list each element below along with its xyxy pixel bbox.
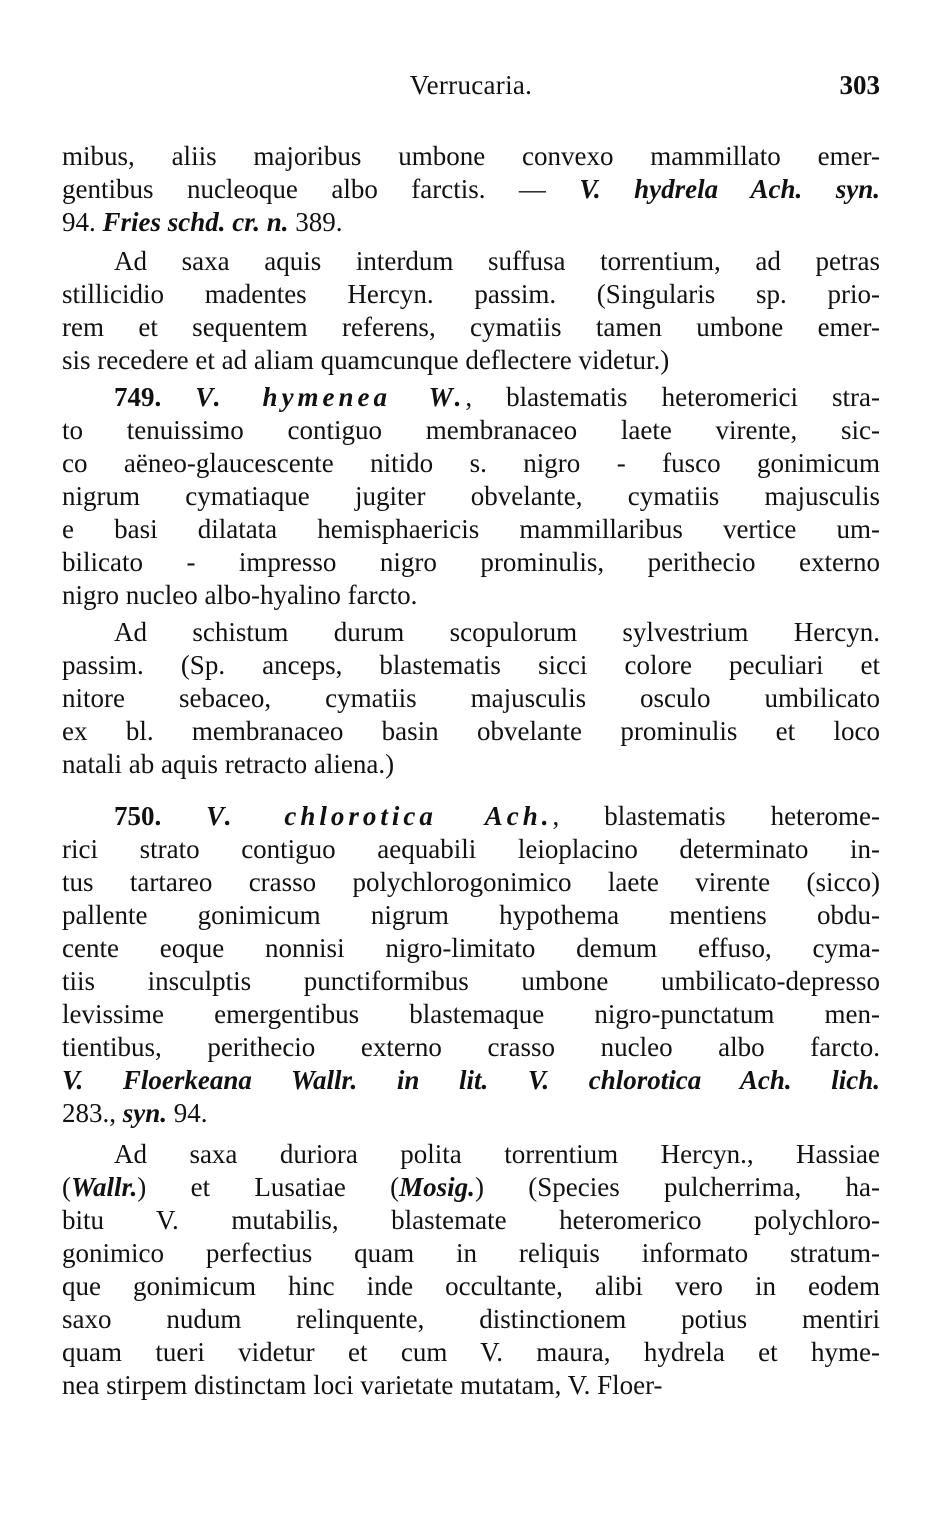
text-line [62, 616, 880, 649]
text-line [62, 998, 880, 1031]
text-segment: co aëneo-glaucescente nitido s. nigro - fusco gonimicum [62, 448, 880, 478]
text-line [62, 833, 880, 866]
text-segment: Ad saxa duriora polita torrentium Hercyn., Hassiae [114, 1139, 880, 1169]
text-line [62, 546, 880, 579]
text-line [62, 1138, 880, 1171]
paragraph [62, 616, 880, 781]
text-segment: saxo nudum relinquente, distinctionem potius mentiri [62, 1304, 880, 1334]
text-line [62, 311, 880, 344]
text-line [62, 1097, 880, 1130]
text-segment: gentibus nucleoque albo farctis. — [62, 174, 580, 204]
paragraph [62, 1138, 880, 1402]
text-line [62, 579, 880, 612]
paragraph [62, 245, 880, 377]
text-line [62, 206, 880, 239]
text-segment: passim. (Sp. anceps, blastematis sicci colore peculiari et [62, 650, 880, 680]
text-segment: tiis insculptis punctiformibus umbone umbilicato-depresso [62, 966, 880, 996]
paragraph [62, 140, 880, 239]
text-line [62, 800, 880, 833]
text-segment: quam tueri videtur et cum V. maura, hydrela et hyme- [62, 1337, 880, 1367]
text-line [62, 1204, 880, 1237]
paragraph [62, 800, 880, 1130]
text-line [62, 447, 880, 480]
species-number: 749. [114, 382, 196, 412]
page-number: 303 [839, 70, 880, 100]
text-segment: natali ab aquis retracto aliena.) [62, 749, 395, 779]
text-line [62, 932, 880, 965]
taxon-name: Fries schd. cr. n. [102, 207, 289, 237]
text-line [62, 866, 880, 899]
text-segment: , blastematis heterome- [552, 801, 881, 831]
taxon-name: V. Floerkeana Wallr. in lit. V. chlorotica Ach. lich. [62, 1065, 880, 1095]
text-segment: bilicato - impresso nigro prominulis, perithecio externo [62, 547, 880, 577]
text-segment: nigrum cymatiaque jugiter obvelante, cymatiis majusculis [62, 481, 880, 511]
text-segment: levissime emergentibus blastemaque nigro-punctatum men- [62, 999, 880, 1029]
text-line [62, 899, 880, 932]
text-line [62, 682, 880, 715]
running-title: Verrucaria. [409, 70, 533, 100]
text-segment: que gonimicum hinc inde occultante, alibi vero in eodem [62, 1271, 880, 1301]
text-segment: 283., [62, 1098, 123, 1128]
taxon-name: Wallr. [71, 1172, 138, 1202]
taxon-name: V. hydrela Ach. syn. [579, 174, 880, 204]
text-segment: ex bl. membranaceo basin obvelante prominulis et loco [62, 716, 880, 746]
text-segment: rem et sequentem referens, cymatiis tamen umbone emer- [62, 312, 880, 342]
text-line [62, 748, 880, 781]
text-line [62, 1031, 880, 1064]
taxon-name: syn. [122, 1098, 168, 1128]
text-segment: 389. [288, 207, 343, 237]
text-segment: Ad schistum durum scopulorum sylvestrium Hercyn. [114, 617, 880, 647]
text-segment: 94. [62, 207, 103, 237]
text-line [62, 1237, 880, 1270]
text-line [62, 965, 880, 998]
text-segment: pallente gonimicum nigrum hypothema mentiens obdu- [62, 900, 880, 930]
text-line [62, 140, 880, 173]
text-segment: to tenuissimo contiguo membranaceo laete virente, sic- [62, 415, 880, 445]
text-segment: rici strato contiguo aequabili leioplacino determinato in- [62, 834, 880, 864]
text-segment: e basi dilatata hemisphaericis mammillaribus vertice um- [62, 514, 880, 544]
text-segment: cente eoque nonnisi nigro-limitato demum effuso, cyma- [62, 933, 880, 963]
text-line [62, 278, 880, 311]
text-segment: 94. [167, 1098, 208, 1128]
text-line [62, 1064, 880, 1097]
text-line [62, 1369, 880, 1402]
text-segment: ) et Lusatiae ( [137, 1172, 400, 1202]
text-segment: ) (Species pulcherrima, ha- [474, 1172, 880, 1202]
text-line [62, 381, 880, 414]
text-line [62, 245, 880, 278]
text-segment: tientibus, perithecio externo crasso nucleo albo farcto. [62, 1032, 880, 1062]
text-line [62, 649, 880, 682]
text-segment: nitore sebaceo, cymatiis majusculis osculo umbilicato [62, 683, 880, 713]
text-segment: nea stirpem distinctam loci varietate mutatam, V. Floer- [62, 1370, 663, 1400]
text-line [62, 480, 880, 513]
text-segment: nigro nucleo albo-hyalino farcto. [62, 580, 418, 610]
text-line [62, 1270, 880, 1303]
text-line [62, 715, 880, 748]
taxon-name: V. chlorotica Ach. [206, 801, 553, 831]
text-segment: sis recedere et ad aliam quamcunque deflectere videtur.) [62, 345, 670, 375]
text-line [62, 414, 880, 447]
text-line [62, 1336, 880, 1369]
text-line [62, 1303, 880, 1336]
text-line [62, 344, 880, 377]
body-text [62, 140, 880, 1402]
text-line [62, 513, 880, 546]
text-segment: gonimico perfectius quam in reliquis informato stratum- [62, 1238, 880, 1268]
text-segment: mibus, aliis majoribus umbone convexo mammillato emer- [62, 141, 880, 171]
text-segment: , blastematis heteromerici stra- [465, 382, 880, 412]
paragraph [62, 381, 880, 612]
taxon-name: V. hymenea W. [195, 382, 466, 412]
text-segment: ( [62, 1172, 71, 1202]
running-head [62, 70, 880, 106]
text-line [62, 1171, 880, 1204]
text-segment: Ad saxa aquis interdum suffusa torrentium, ad petras [114, 246, 880, 276]
text-segment: tus tartareo crasso polychlorogonimico laete virente (sicco) [62, 867, 880, 897]
taxon-name: Mosig. [399, 1172, 475, 1202]
text-line [62, 173, 880, 206]
text-segment: stillicidio madentes Hercyn. passim. (Singularis sp. prio- [62, 279, 880, 309]
text-segment: bitu V. mutabilis, blastemate heteromerico polychloro- [62, 1205, 880, 1235]
species-number: 750. [114, 801, 207, 831]
